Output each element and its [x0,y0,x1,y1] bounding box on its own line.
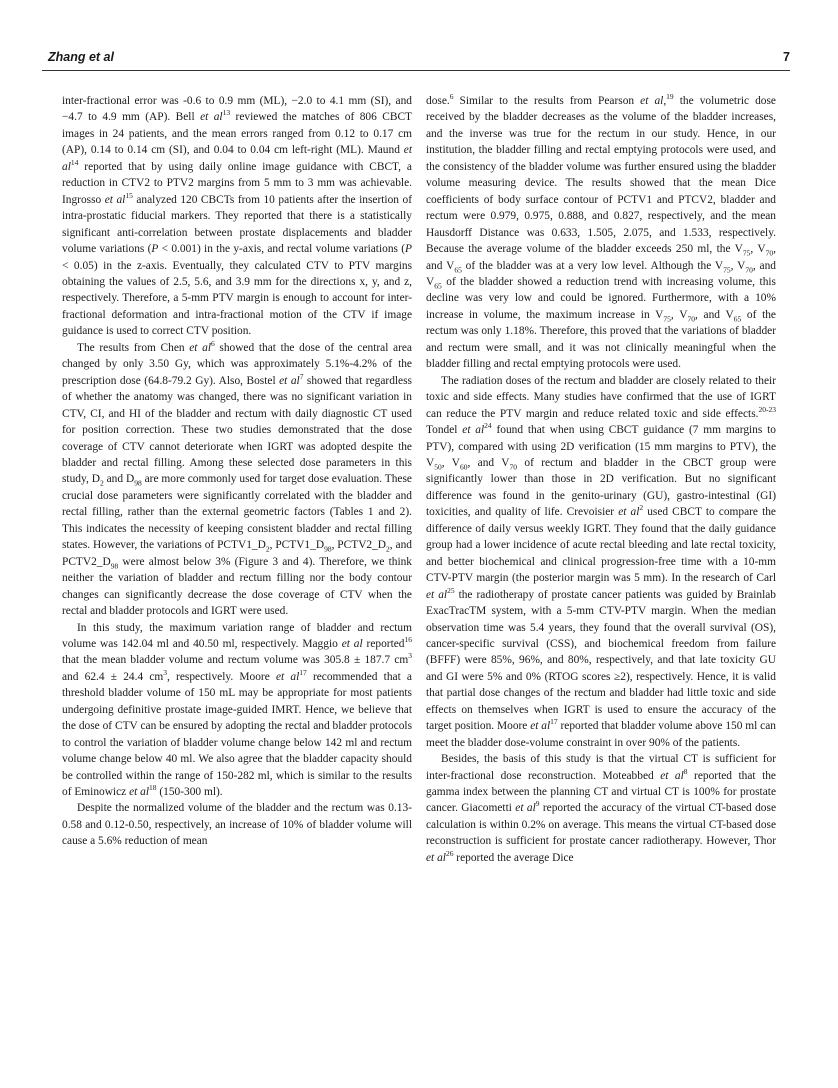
subscript-run: 2 [386,544,390,554]
italic-run: et al [279,374,300,387]
text-run: Similar to the results from Pearson [453,95,641,107]
text-run: of the rectum was only 1.18%. Therefore, this proved that the variations of bladder and rectum were small, and it was not clinically meaningful when the bladder filling and rectal emptying protocols were used. [426,308,776,371]
italic-run: et al [189,341,211,354]
superscript-run: 6 [210,339,215,348]
italic-run: , [663,95,667,107]
superscript-run: 3 [163,668,168,678]
subscript-run: 70 [687,314,695,324]
text-run: reported that by using daily online image guidance with CBCT, a reduction in CTV2 to PTV2 margins from 5 mm to 3 mm was achievable. Ingrosso [62,160,412,206]
superscript-run: 2 [639,503,644,513]
text-run: , and V [467,456,510,469]
subscript-run: 2 [99,478,104,488]
text-run: inter-fractional error was -0.6 to 0.9 mm (ML), −2.0 to 4.1 mm (SI), and −4.7 to 4.9 mm (AP). Bell [62,95,412,124]
superscript-run: 17 [299,668,307,678]
subscript-run: 70 [509,462,518,472]
text-run: Despite the normalized volume of the bladder and the rectum was 0.13-0.58 and 0.12-0.50, respectively, an increase of 10% of bladder volume will cause a 5.6% reduction of mean [62,802,412,848]
text-run: , respectively. Moore [167,670,276,683]
italic-run: et al [129,786,149,799]
text-run: of rectum and bladder in the CBCT group were significantly lower than those in 2D verification. But no significant difference was found in the genito-urinary (GU), gastro-intestinal (GI) toxicities, and quality of life. Crevoisier [426,456,777,519]
text-run: reviewed the matches of 806 CBCT images in 24 patients, and the mean errors ranged from 0.12 to 0.17 cm (AP), 0.14 to 0.14 cm (SI), and 0.04 to 0.04 cm left-right (ML). Maund [62,111,413,157]
running-head-authors: Zhang et al [48,50,114,64]
subscript-run: 70 [765,248,774,258]
paragraph [426,373,776,751]
text-run: , V [730,259,746,272]
italic-run: et al [104,193,126,206]
text-run: of the bladder showed a reduction trend with increasing volume, this decline was very low and could be ignored. Furthermore, with a 10% increase in volume, the maximum increase in V [426,275,776,321]
superscript-run: 26 [445,849,454,859]
italic-run: et al [341,637,363,650]
text-run: analyzed 120 CBCTs from 10 patients after the insertion of intra-prostatic fiducial markers. They reported that there is a statistically significant anti-correlation between prostate displacements and bladder volume variations ( [62,193,412,256]
text-run: reported that bladder volume above 150 ml can meet the bladder dose-volume constraint in over 90% of the patients. [426,720,776,749]
text-run: The results from Chen [77,341,190,354]
text-run: reported the accuracy of the virtual CT-based dose calculation is within 0.2% on average. This means the virtual CT-based dose reconstruction is sufficient for prostate cancer radiotherapy. However, Thor [426,802,776,848]
paragraph [62,93,412,340]
italic-run: et al [530,720,551,733]
text-run: dose. [426,95,450,107]
italic-run: P [151,243,159,256]
text-run: Tondel [426,424,463,437]
subscript-run: 70 [745,264,753,274]
text-run: , V [670,308,688,321]
subscript-run: 65 [733,314,742,324]
running-header [42,50,790,71]
paragraph [426,751,776,866]
text-run: were almost below 3% (Figure 3 and 4). Therefore, we think neither the variation of bladder and rectum filling nor the body contour changes can significantly decrease the dose coverage of CTV when the rectal and bladder protocols and IGRT were used. [62,555,412,618]
superscript-run: 16 [404,635,412,645]
subscript-run: 65 [454,264,462,274]
left-text-column [62,93,412,850]
italic-run: et al [515,802,536,815]
superscript-run: 7 [299,371,304,381]
superscript-run: 3 [408,651,412,661]
text-run: reported that the gamma index between the planning CT and virtual CT is 100% for prostate cancer. Giacometti [426,769,776,815]
text-run: , and PCTV2_D [62,539,412,568]
text-run: In this study, the maximum variation range of bladder and rectum volume was 142.04 ml and 40.50 ml, respectively. Maggio [62,621,412,650]
superscript-run: 24 [484,421,492,431]
text-run: , PCTV1_D [269,539,325,552]
italic-run: et al [618,506,640,519]
text-run: , and V [694,308,734,321]
italic-run: P [405,243,412,256]
text-run: (150-300 ml). [156,786,223,799]
text-run: , and V [426,259,776,288]
text-run: < 0.001) in the y-axis, and rectal volume variations ( [158,243,406,256]
paragraph [62,800,412,849]
page-number: 7 [783,50,790,64]
superscript-run: 15 [125,190,133,200]
text-run: are more commonly used for target dose evaluation. These crucial dose parameters were significantly correlated with the bladder and rectal filling, rather than the external geometric factors (Tables 1 and 2). This indicates the necessity of keeping consistent bladder and rectal filling states. However, the variations of PCTV1_D [62,473,412,552]
text-run: , PCTV2_D [331,539,387,552]
italic-run: et al [200,111,223,124]
text-run: and D [103,473,135,486]
subscript-run: 98 [324,544,332,554]
subscript-run: 75 [742,248,751,258]
italic-run: et al [426,588,448,601]
italic-run: et al [640,95,664,107]
superscript-run: 17 [550,717,558,727]
superscript-run: 14 [70,158,79,168]
superscript-run: 6 [449,92,454,102]
superscript-run: 8 [683,766,688,776]
subscript-run: 98 [134,478,142,488]
text-run: The radiation doses of the rectum and bladder are closely related to their toxic and side effects. Many studies have confirmed that the use of IGRT can reduce the PTV margin and reduce related toxic and side effects. [426,374,776,420]
italic-run: et al [275,670,300,683]
text-run: , and V [426,243,776,272]
right-text-column [426,93,776,866]
text-run: showed that the dose of the central area changed by only 3.50 Gy, which was approximately 5.1%-4.2% of the prescription dose (64.8-79.2 Gy). Also, Bostel [62,341,412,387]
text-run: that the mean bladder volume and rectum volume was 305.8 ± 187.7 cm [62,654,409,667]
superscript-run: 13 [222,108,231,118]
text-run: recommended that a threshold bladder volume of 150 mL may be appropriate for most patients undergoing definitive prostate image-guided IMRT. Hence, we believe that the dose of CTV can be ensured by adopting the rectal and bladder protocols to control the variation of bladder volume change below 142 ml and rectum volume change below 40 ml. We also agree that the bladder capacity should be controlled within the range of 150-282 ml, which is similar to the results of Eminowicz [62,670,412,799]
superscript-run: 20-23 [758,404,776,414]
italic-run: et al [660,769,684,782]
superscript-run: 9 [535,799,540,809]
text-run: showed that regardless of whether the anatomy was changed, there was no significant variation in CTV, CI, and HI of the bladder and rectum with daily diagnostic CT used for position correction. These two studies demonstrated that the dose coverage of CTV cannot deteriorate when IGRT was adopted despite the bladder and rectal filling. Among these selected dose parameters in this study, D [62,374,412,486]
text-run: the volumetric dose received by the bladder decreases as the volume of the bladder increases, and the inverse was true for the rectum in our study. Hence, in our institution, the bladder filling and rectal emptying protocols were used, and the consistency of the bladder volume was further ensured using the bladder volume measuring device. The results showed that the mean Dice coefficients of body surface contour of PCTV1 and PTCV2, bladder and rectum were 0.979, 0.975, 0.888, and 0.827, respectively, and the mean Hausdorff Distance was 0.633, 1.505, 2.075, and 1.533, respectively. Because the average volume of the bladder exceeds 250 ml, the V [426,95,776,256]
italic-run: et al [462,424,485,437]
text-run: Besides, the basis of this study is that the virtual CT is sufficient for inter-fractional dose reconstruction. Moteabbed [426,753,776,782]
text-run: reported the average Dice [453,851,574,864]
subscript-run: 75 [663,314,671,324]
text-run: , V [441,456,460,469]
text-run: used CBCT to compare the difference of daily versus weekly IGRT. They found that the daily guidance group had a lower incidence of acute rectal bleeding and late rectal toxicity, and better biochemical and clinical progression-free time with a 10-mm CTV-PTV margin (the posterior margin was 5 mm). In the research of Carl [426,506,776,585]
paragraph [62,620,412,801]
subscript-run: 75 [723,264,731,274]
subscript-run: 98 [110,560,119,570]
subscript-run: 2 [265,544,270,554]
text-run: < 0.05) in the z-axis. Eventually, they calculated CTV to PTV margins obtaining the values of 2.5, 5.6, and 3.9 mm for the directions x, y, and z, respectively. Therefore, a 5-mm PTV margin is enough to account for inter-fractional deformation and intra-fractional motion of the CTV if image guidance is used to correct CTV position. [62,259,412,338]
subscript-run: 50 [434,462,442,472]
text-run: , V [750,243,766,256]
text-run: and 62.4 ± 24.4 cm [62,670,164,683]
text-run: the radiotherapy of prostate cancer patients was guided by Brainlab ExacTracTM system, with a 5-mm CTV-PTV margin. When the median observation time was 5.4 years, they found that the overall survival (OS), cancer-specific survival (CSS), and biochemical freedom from failure (BFFF) were 85%, 96%, and 80%, respectively, and that late toxicity GU and GI were 5% and 0% (RTOG scores ≥2), respectively. Hence, it is valid that partial dose changes of the rectum and bladder had little toxic and side effects on themselves when IGRT is used to ensure the accuracy of the target position. Moore [426,588,776,733]
superscript-run: 19 [666,92,674,102]
superscript-run: 25 [447,585,455,595]
paragraph [62,340,412,620]
text-run: of the bladder was at a very low level. Although the V [461,259,724,272]
italic-run: et al [62,144,412,173]
italic-run: et al [426,851,446,864]
subscript-run: 60 [459,462,468,472]
subscript-run: 65 [434,281,442,291]
text-run: reported [362,637,405,650]
paragraph [426,93,776,373]
superscript-run: 18 [149,783,157,793]
text-run: found that when using CBCT guidance (7 mm margins to PTV), compared with using 2D verification (15 mm margins to PTV), the V [426,424,776,469]
